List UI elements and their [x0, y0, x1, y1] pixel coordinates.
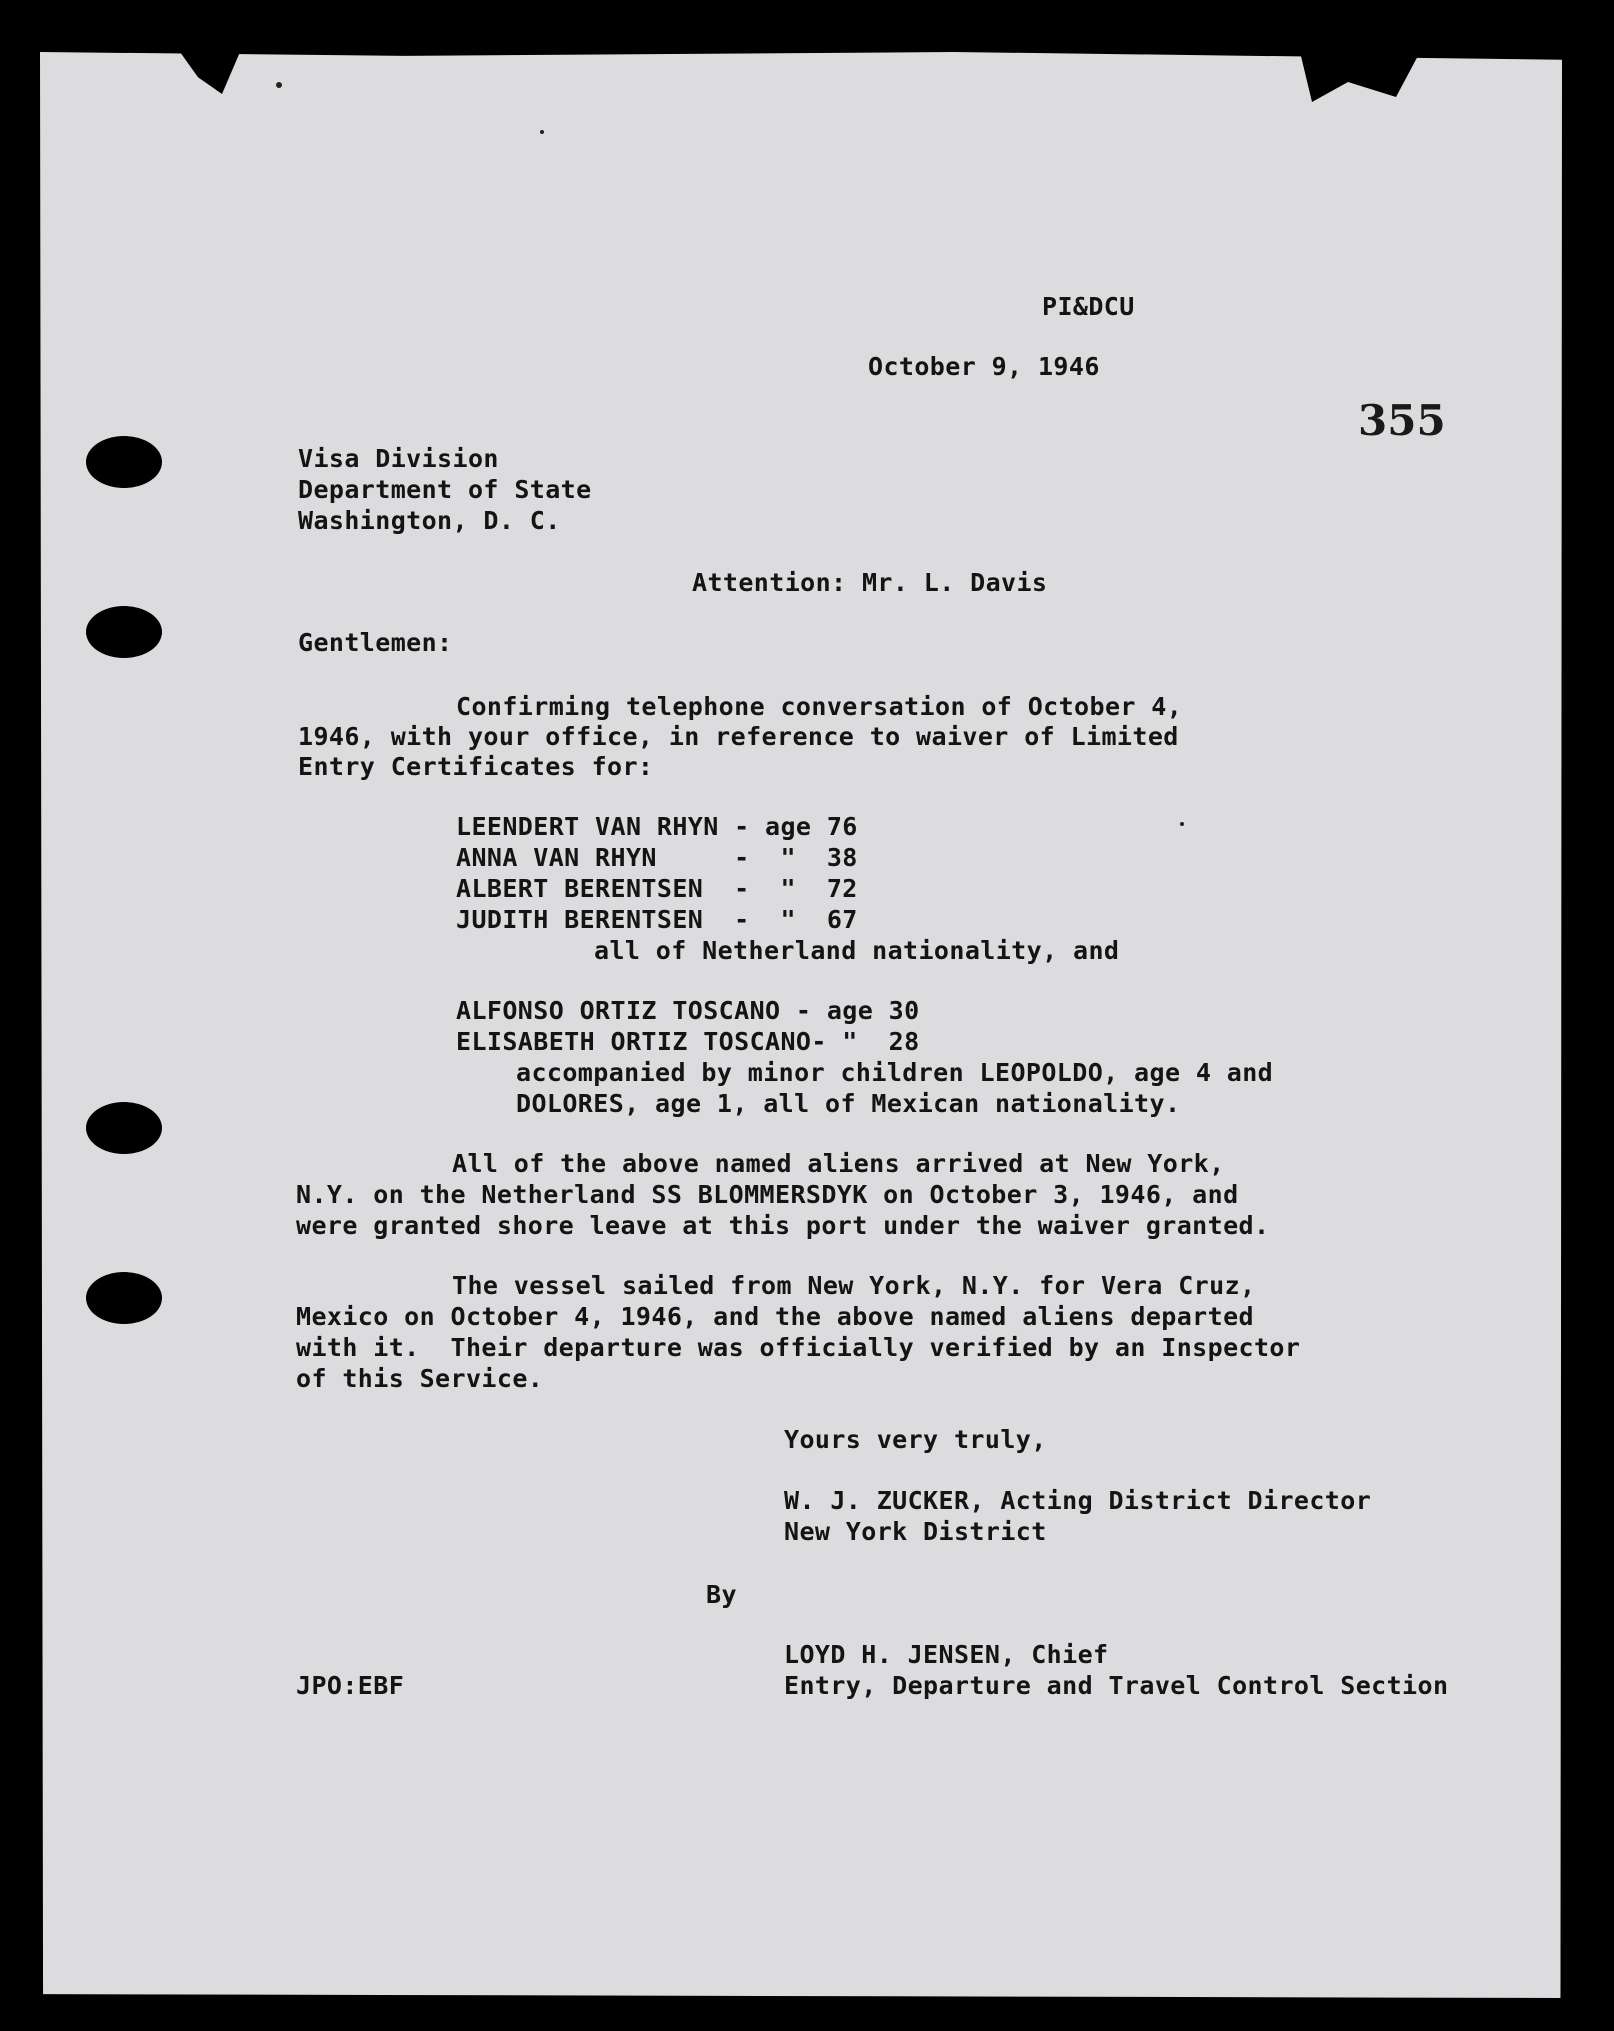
punch-hole — [86, 436, 162, 488]
punch-hole — [86, 1102, 162, 1154]
page-number: 355 — [1358, 396, 1446, 445]
paragraph-2-line-1: All of the above named aliens arrived at New York, — [452, 1149, 1225, 1178]
address-line-3: Washington, D. C. — [298, 506, 561, 535]
signer-1-district: New York District — [784, 1517, 1047, 1546]
letter-date: October 9, 1946 — [868, 352, 1100, 381]
alien-entry: JUDITH BERENTSEN - " 67 — [456, 905, 858, 934]
closing: Yours very truly, — [784, 1425, 1047, 1454]
signer-1-name: W. J. ZUCKER, Acting District Director — [784, 1486, 1372, 1515]
attention-line: Attention: Mr. L. Davis — [692, 568, 1048, 597]
paragraph-3-line-1: The vessel sailed from New York, N.Y. for Vera Cruz, — [452, 1271, 1256, 1300]
paragraph-3-line-4: of this Service. — [296, 1364, 544, 1393]
salutation: Gentlemen: — [298, 628, 453, 657]
signer-2-name: LOYD H. JENSEN, Chief — [784, 1640, 1109, 1669]
alien-entry: ALBERT BERENTSEN - " 72 — [456, 874, 858, 903]
paragraph-2-line-3: were granted shore leave at this port under the waiver granted. — [296, 1211, 1270, 1240]
ink-speck — [276, 82, 282, 88]
nationality-note-2: accompanied by minor children LEOPOLDO, age 4 and — [516, 1058, 1274, 1087]
by-label: By — [706, 1580, 737, 1609]
paragraph-1-line-3: Entry Certificates for: — [298, 752, 654, 781]
typist-initials: JPO:EBF — [296, 1671, 405, 1700]
paragraph-1-line-2: 1946, with your office, in reference to waiver of Limited — [298, 722, 1179, 751]
paragraph-3-line-3: with it. Their departure was officially verified by an Inspector — [296, 1333, 1301, 1362]
nationality-note-1: all of Netherland nationality, and — [594, 936, 1120, 965]
alien-entry: LEENDERT VAN RHYN - age 76 — [456, 812, 858, 841]
alien-entry: ANNA VAN RHYN - " 38 — [456, 843, 858, 872]
paragraph-2-line-2: N.Y. on the Netherland SS BLOMMERSDYK on October 3, 1946, and — [296, 1180, 1239, 1209]
address-line-1: Visa Division — [298, 444, 499, 473]
address-line-2: Department of State — [298, 475, 592, 504]
alien-entry: ELISABETH ORTIZ TOSCANO- " 28 — [456, 1027, 920, 1056]
alien-entry: ALFONSO ORTIZ TOSCANO - age 30 — [456, 996, 920, 1025]
ink-speck — [540, 130, 544, 134]
punch-hole — [86, 1272, 162, 1324]
nationality-note-3: DOLORES, age 1, all of Mexican nationality. — [516, 1089, 1181, 1118]
ink-speck — [1180, 822, 1184, 826]
reference-code: PI&DCU — [1042, 292, 1135, 321]
punch-hole — [86, 606, 162, 658]
paragraph-3-line-2: Mexico on October 4, 1946, and the above named aliens departed — [296, 1302, 1254, 1331]
signer-2-section: Entry, Departure and Travel Control Section — [784, 1671, 1449, 1700]
paragraph-1-line-1: Confirming telephone conversation of October 4, — [456, 692, 1183, 721]
